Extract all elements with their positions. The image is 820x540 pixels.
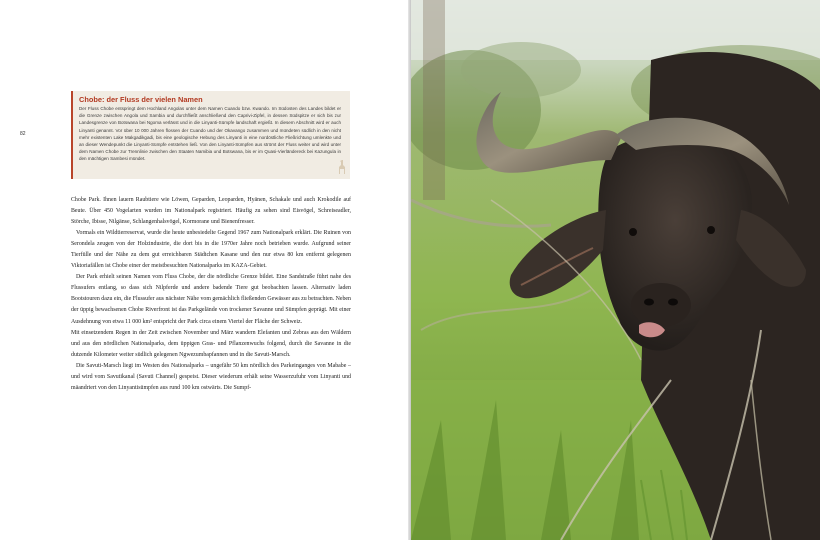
giraffe-icon [336,159,346,175]
body-text [71,195,351,394]
buffalo-illustration [411,0,820,540]
info-box-title: Chobe: der Fluss der vielen Namen [79,95,203,104]
info-box [71,91,350,179]
buffalo-photo [411,0,820,540]
paragraph: Der Park erhielt seinen Namen vom Fluss Chobe, der die nördliche Grenze bildet. Eine Sandstraße führt nahe des Flussufers entlang, so dass sich Nilpferde und andere badende Tiere gut beobachten lassen. Alternativ laden Bootstouren dazu ein, die Flussufer aus nächster Nähe vom gemächlich fließenden Gewässer aus zu betrachten. Neben der üppig bewachsenen Chobe Riverfront ist das Parkgelände von trockener Savanne und Sümpfen geprägt. Mit einer Ausdehnung von etwa 11 000 km² entspricht der Park circa einem Viertel der Fläche der Schweiz. [71,274,351,325]
paragraph: Vormals ein Wildtierreservat, wurde die heute unbesiedelte Gegend 1967 zum Nationalpark erklärt. Die Ruinen von Serondela zeugen von der Holzindustrie, die dort bis in die 1970er Jahre noch betrieben wurde. Aufgrund seiner Tierfülle und der Nähe zu dem gut erreichbaren Städtchen Kasane und den nur etwa 80 km entfernt gelegenen Viktoriafällen ist Chobe einer der meistbesuchten Nationalparks im KAZA-Gebiet. [71,230,351,270]
info-box-text: Der Fluss Chobe entspringt dem Hochland Angolas unter dem Namen Cuando bzw. Kwando. Im Südosten des Landes bildet er die Grenze zwischen Angola und Sambia und durchfließt anschließend den Caprivi-Zipfel, in dessen Südspitze er sich bis zur Landesgrenze von Botswana bei Ngoma verlässt und in die Linyanti-Sümpfe landschaft ergießt. In diesem Abschnitt wird er auch Linyanti genannt. Vor über 10 000 Jahren flossen der Cuando und der Okavango zusammen und mündeten südlich in den nicht mehr existenten Lake Makgadikgadi, bis eine geologische Hebung des Linyanti in eine nordöstliche Fließrichtung umlenkte und an dieser Wendepunkt die Linyanti-Sümpfe entstehen ließ. Von den Linyanti-Sümpfen aus strömt der Fluss weiter und wird unter dem Namen Chobe zur Trennlinie zwischen den Staaten Namibia und Botswana, bis er im Quasi-Vierländereck bei Kazungula in den mächtigen Sambesi mündet. [79,106,341,162]
paragraph: Chobe Park. Ihnen lauern Raubtiere wie Löwen, Geparden, Leoparden, Hyänen, Schakale und auch Krokodile auf Beute. Über 450 Vogelarten wurden im Nationalpark registriert. Häufig zu sehen sind Eisvögel, Schreiseadler, Störche, Ibisse, Nilgänse, Schlangenhalsvögel, Kormorane und Bienenfresser. [71,197,351,226]
paragraph: Die Savuti-Marsch liegt im Westen des Nationalparks – ungefähr 50 km nördlich des Parkeinganges von Mababe – und wird vom Savutikanal (Savuti Channel) gespeist. Dieser wiederum erhält seine Wasserzufuhr vom Linyanti und mäandriert von den Linyantisümpfen aus rund 100 km ostwärts. Die Sumpf- [71,362,351,391]
page-number: 82 [20,131,26,137]
paragraph: Mit einsetzendem Regen in der Zeit zwischen November und März wandern Elefanten und Zebras aus den Wäldern und aus den nördlichen Nationalparks, dem üppigen Gras- und Pflanzenwuchs folgend, durch die Savanne in die dutzende Kilometer weiter südlich gelegenen Ngwezumbapfannen und in die Savuti-Marsch. [71,329,351,358]
